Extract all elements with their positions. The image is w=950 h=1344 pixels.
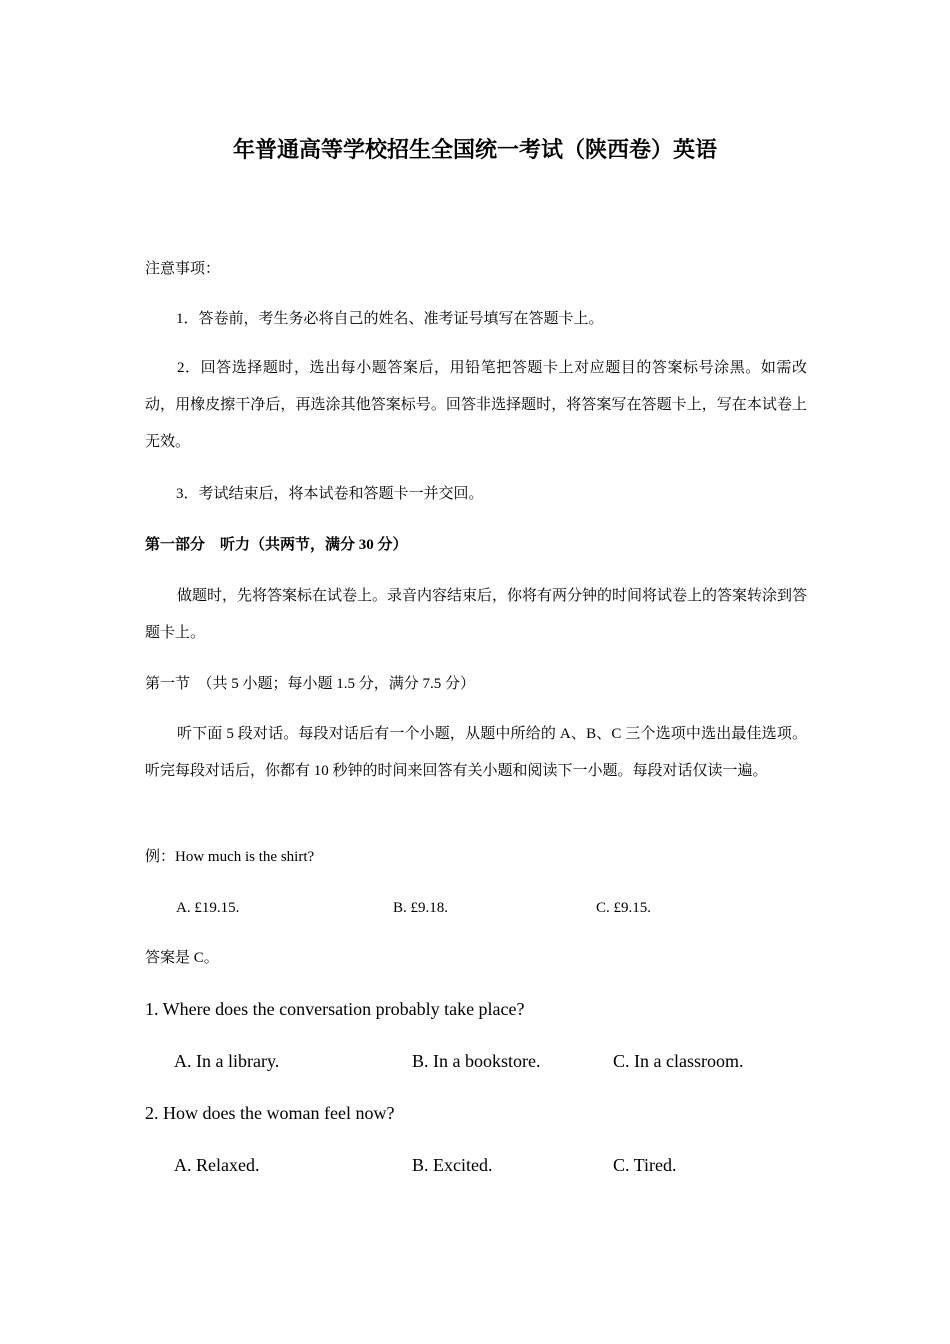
notice-item-2: 2．回答选择题时，选出每小题答案后，用铅笔把答题卡上对应题目的答案标号涂黑。如需改动，用橡皮擦干净后，再选涂其他答案标号。回答非选择题时，将答案写在答题卡上，写在本试卷上无效。 <box>145 360 807 450</box>
notice-heading: 注意事项： <box>145 261 221 277</box>
example-option-b: B. £9.18. <box>393 900 449 916</box>
question-2: 2. How does the woman feel now? <box>145 1103 395 1123</box>
example-option-c: C. £9.15. <box>596 900 652 916</box>
part1-heading: 第一部分 听力（共两节，满分 30 分） <box>145 537 408 553</box>
notice-item-3: 3．考试结束后，将本试卷和答题卡一并交回。 <box>176 486 484 502</box>
part1-instruction: 做题时，先将答案标在试卷上。录音内容结束后，你将有两分钟的时间将试卷上的答案转涂到答题卡上。 <box>145 588 808 641</box>
question-1-option-c: C. In a classroom. <box>613 1051 744 1071</box>
question-2-option-b: B. Excited. <box>412 1155 493 1175</box>
example-answer: 答案是 C。 <box>145 950 219 966</box>
section1-instruction: 听下面 5 段对话。每段对话后有一个小题，从题中所给的 A、B、C 三个选项中选出最佳选项。听完每段对话后，你都有 10 秒钟的时间来回答有关小题和阅读下一小题。每段对话仅读一遍。 <box>145 726 807 779</box>
question-1-option-a: A. In a library. <box>174 1051 280 1071</box>
notice-item-1: 1．答卷前，考生务必将自己的姓名、准考证号填写在答题卡上。 <box>176 311 604 327</box>
example-option-a: A. £19.15. <box>176 900 240 916</box>
section1-heading: 第一节 （共 5 小题；每小题 1.5 分，满分 7.5 分） <box>145 676 476 692</box>
question-2-option-a: A. Relaxed. <box>174 1155 260 1175</box>
question-1-option-b: B. In a bookstore. <box>412 1051 541 1071</box>
question-1: 1. Where does the conversation probably take place? <box>145 999 525 1019</box>
question-2-option-c: C. Tired. <box>613 1155 677 1175</box>
exam-title: 年普通高等学校招生全国统一考试（陕西卷）英语 <box>232 138 717 163</box>
example-question: 例：How much is the shirt? <box>145 849 315 865</box>
